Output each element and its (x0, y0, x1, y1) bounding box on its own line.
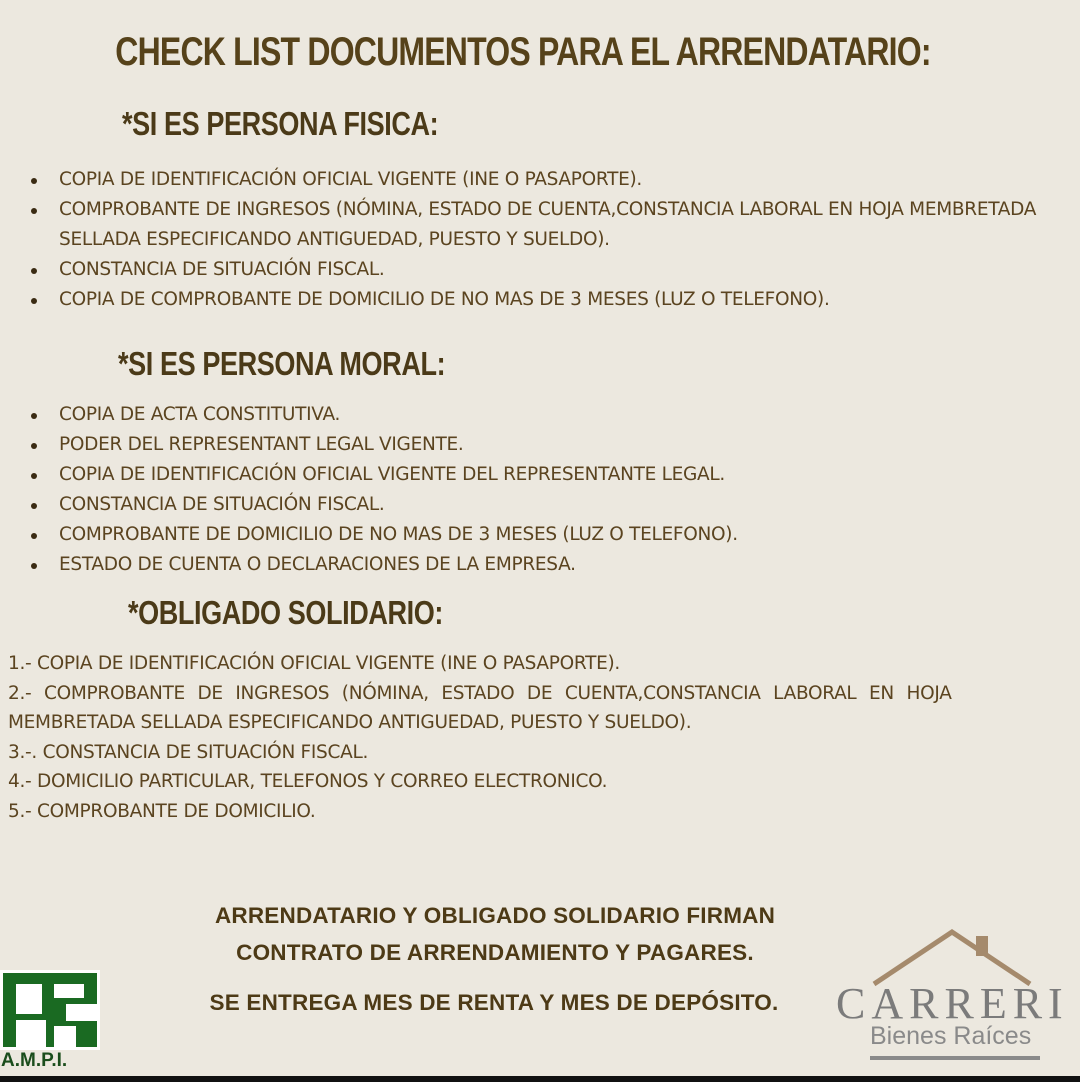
list-item: COPIA DE COMPROBANTE DE DOMICILIO DE NO MAS DE 3 MESES (LUZ O TELEFONO). (30, 285, 1060, 315)
list-item: COPIA DE IDENTIFICACIÓN OFICIAL VIGENTE (INE O PASAPORTE). (30, 165, 1060, 195)
list-item: COPIA DE ACTA CONSTITUTIVA. (30, 400, 1060, 430)
list-persona-moral (30, 400, 1060, 580)
list-item: 3.-. CONSTANCIA DE SITUACIÓN FISCAL. (8, 741, 369, 763)
list-obligado-solidario (8, 649, 1072, 826)
list-persona-fisica (30, 165, 1060, 315)
footer-line-3: SE ENTREGA MES DE RENTA Y MES DE DEPÓSITO. (209, 990, 779, 1015)
list-item: PODER DEL REPRESENTANT LEGAL VIGENTE. (30, 430, 1060, 460)
carreri-name: CARRERI (836, 979, 1069, 1028)
ampi-label: A.M.P.I. (1, 1050, 68, 1071)
list-item: CONSTANCIA DE SITUACIÓN FISCAL. (30, 255, 1060, 285)
list-item: CONSTANCIA DE SITUACIÓN FISCAL. (30, 490, 1060, 520)
list-item: 1.- COPIA DE IDENTIFICACIÓN OFICIAL VIGENTE (INE O PASAPORTE). (8, 653, 620, 674)
heading-obligado-solidario: *OBLIGADO SOLIDARIO: (128, 594, 444, 631)
page-title: CHECK LIST DOCUMENTOS PARA EL ARRENDATARIO: (115, 30, 931, 74)
footer-line-2: CONTRATO DE ARRENDAMIENTO Y PAGARES. (236, 940, 754, 965)
list-item: COPIA DE IDENTIFICACIÓN OFICIAL VIGENTE DEL REPRESENTANTE LEGAL. (30, 460, 1060, 490)
heading-persona-moral: *SI ES PERSONA MORAL: (118, 345, 446, 382)
list-item: 5.- COMPROBANTE DE DOMICILIO. (8, 800, 316, 822)
carreri-subtitle: Bienes Raíces (870, 1022, 1032, 1050)
list-item: 2.- COMPROBANTE DE INGRESOS (NÓMINA, ESTADO DE CUENTA,CONSTANCIA LABORAL EN HOJA (8, 682, 952, 704)
list-item: COMPROBANTE DE DOMICILIO DE NO MAS DE 3 MESES (LUZ O TELEFONO). (30, 520, 1060, 550)
list-item: 4.- DOMICILIO PARTICULAR, TELEFONOS Y CORREO ELECTRONICO. (8, 771, 608, 792)
list-item: MEMBRETADA SELLADA ESPECIFICANDO ANTIGUEDAD, PUESTO Y SUELDO). (8, 712, 692, 733)
heading-persona-fisica: *SI ES PERSONA FISICA: (122, 105, 439, 142)
list-item: ESTADO DE CUENTA O DECLARACIONES DE LA EMPRESA. (30, 550, 1060, 580)
footer-line-1: ARRENDATARIO Y OBLIGADO SOLIDARIO FIRMAN (214, 903, 776, 928)
bottom-divider (0, 1076, 1080, 1082)
list-item: COMPROBANTE DE INGRESOS (NÓMINA, ESTADO DE CUENTA,CONSTANCIA LABORAL EN HOJA MEMBRETADA SELLADA ESPECIFICANDO ANTIGUEDAD, PUESTO Y SUELDO). (30, 195, 1060, 255)
